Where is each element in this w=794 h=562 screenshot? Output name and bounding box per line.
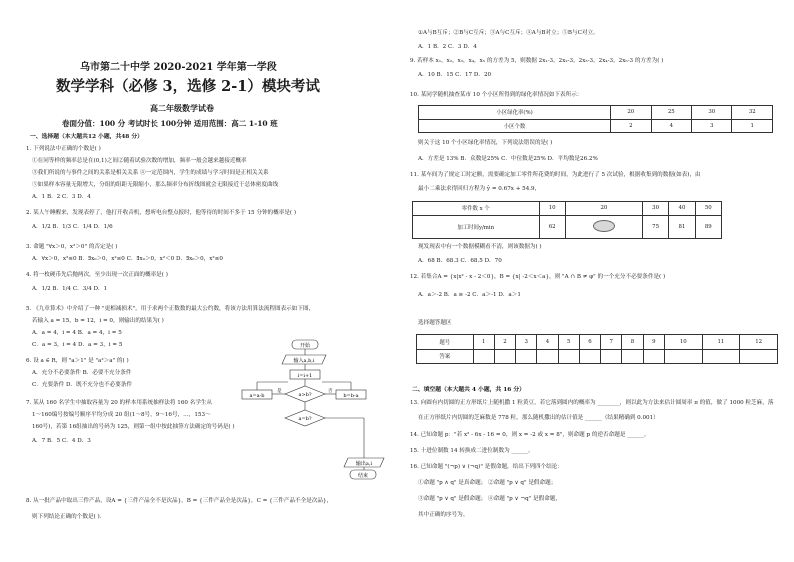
answer-header-cell: 5 (558, 335, 579, 350)
flow-assign-2: b=b-a (343, 393, 359, 399)
table-cell: 20 (611, 106, 651, 120)
left-line: A．1/2 B．1/3 C．1/4 D．1/6 (32, 224, 113, 230)
right-line: A．10 B．15 C．17 D．20 (418, 72, 492, 78)
flow-assign-1: a=a-b (249, 393, 265, 399)
left-line: A．1/2 B．1/4 C．3/4 D．1 (32, 286, 108, 292)
table-cell: 89 (695, 215, 721, 238)
right-line: 9. 若样本 x₁，x₂，x₃，x₄，x₅ 的方差为 5，则数据 2x₁-3，2x₂-3，2x₃-3，2x₄-3，2x₅-3 的方差为( ) (410, 58, 664, 64)
answer-input-cell[interactable] (516, 349, 537, 364)
left-line: 2. 某人午睡醒来，发现表停了，他打开收音机，想听电台整点报时，他等待的时间不多于 15 分钟的概率是( ) (26, 210, 297, 216)
left-line: 160号)，若第 16组抽出的号码为 125，则第一组中按此抽签方法确定的号码是( ) (32, 424, 235, 430)
fill-line: ③命题 "p ∨ q" 是假命题； ④命题 "p ∨ ¬q" 是假命题， (418, 496, 561, 502)
answer-label-cell: 答案 (417, 349, 474, 364)
fill-line: 其中正确的序号为。 (418, 512, 469, 518)
left-line: C．a = 3，i = 4 D．a = 3，i = 5 (32, 342, 123, 348)
fill-line: ①命题 "p ∧ q" 是真命题； ②命题 "p ∨ q" 是假命题； (418, 480, 557, 486)
table-cell: 30 (642, 202, 668, 216)
greening-rate-table (418, 105, 773, 133)
answer-header-cell: 2 (494, 335, 515, 350)
flow-no: 否 (328, 389, 333, 394)
flow-output: 输出a,i (355, 461, 373, 467)
answer-header-cell: 11 (702, 335, 740, 350)
table-cell (565, 215, 642, 238)
left-line: 若输入 a = 15，b = 12，i = 0，则输出的结果为( ) (32, 318, 164, 324)
answer-input-cell[interactable] (537, 349, 558, 364)
right-line: 10. 某同学随机抽查某市 10 个小区所得到的绿化率情况如下表所示： (410, 92, 583, 98)
table-cell: 小区个数 (419, 119, 611, 133)
flow-step: i=i+1 (297, 373, 313, 379)
answer-input-cell[interactable] (558, 349, 579, 364)
fill-line: 在正方形纸片内切圆的芝麻数是 778 粒，那么随机撒出的估计值是 ______（结果精确到 0.001） (418, 415, 659, 421)
table-cell: 81 (669, 215, 695, 238)
answer-input-cell[interactable] (740, 349, 778, 364)
answer-input-cell[interactable] (494, 349, 515, 364)
flow-yes: 是 (277, 389, 282, 394)
table-cell: 零件数 x 个 (413, 202, 540, 216)
table-cell: 3 (692, 119, 732, 133)
answer-header-cell: 12 (740, 335, 778, 350)
parts-time-table (412, 201, 722, 239)
answer-header-cell: 6 (579, 335, 600, 350)
right-line: 则关于这 10 个小区绿化率情况，下列说法错误的是( ) (418, 140, 553, 146)
right-line: A．a＞-2 B．a ≥ -2 C．a＞-1 D．a＞1 (418, 292, 521, 298)
table-cell: 4 (651, 119, 691, 133)
left-line: ⑤如果样本容量无限增大，分组的组距无限缩小，那么频率分布折线图就会无限接近于总体密度曲线 (32, 182, 279, 188)
table-cell: 32 (732, 106, 773, 120)
exam-meta: 卷面分值：100 分 考试时长 100分钟 适用范围：高二 1-10 班 (62, 119, 278, 128)
answer-input-cell[interactable] (664, 349, 702, 364)
answer-input-cell[interactable] (622, 349, 643, 364)
flow-cond-2: a=b? (298, 416, 312, 422)
answer-header-cell: 3 (516, 335, 537, 350)
table-cell: 加工时间y/min (413, 215, 540, 238)
answer-header-cell: 1 (473, 335, 494, 350)
answer-header-cell: 7 (601, 335, 622, 350)
table-cell: 40 (669, 202, 695, 216)
table-row (419, 119, 773, 133)
right-line: A．1 B．2 C．3 D．4 (418, 44, 477, 50)
left-line: 7. 某从 160 名学生中抽取容量为 20 的样本用系统抽样法将 160 名学生从 (26, 400, 213, 406)
fill-line: 16. 已知命题 "(¬p) ∨ (¬q)" 是假命题，给出下列四个结论： (410, 464, 563, 470)
left-line: 4. 将一枚硬币先后抛两次，至少出现一次正面的概率是( ) (26, 272, 168, 278)
left-line: 1～160编号按编号顺序平均分成 20 组(1～8号，9～16号，…，153～ (32, 412, 211, 418)
table-cell: 2 (611, 119, 651, 133)
table-cell: 75 (642, 215, 668, 238)
table-cell: 30 (692, 106, 732, 120)
answer-input-cell[interactable] (601, 349, 622, 364)
table-cell: 1 (732, 119, 773, 133)
left-line: 1. 下列说法中正确的个数是( ) (26, 146, 101, 152)
answer-input-cell[interactable] (702, 349, 740, 364)
left-line: A．a = 4，i = 4 B．a = 4，i = 5 (32, 330, 122, 336)
table-cell: 小区绿化率(%) (419, 106, 611, 120)
answer-header-cell: 题号 (417, 335, 474, 350)
blurred-value (593, 220, 615, 232)
answer-box-title: 选择题答题区 (418, 320, 452, 326)
right-line: 11. 某车间为了规定工时定额，需要确定加工零件所花费的时间，为此进行了 5 次试验，根据收集到的数据(如表)，由 (410, 172, 701, 178)
table-cell: 50 (695, 202, 721, 216)
section-1-title: 一、选择题（本大题共12 小题，共48 分） (30, 134, 143, 140)
table-cell: 62 (539, 215, 565, 238)
paper-title: 高二年级数学试卷 (150, 103, 214, 113)
section-2-title: 二、填空题（本大题共 4 小题，共 16 分） (412, 387, 525, 393)
left-line: 6. 设 a ∈ R，则 "a＞1" 是 "a²＞a" 的( ) (26, 358, 129, 364)
answer-grid (416, 334, 778, 364)
answer-input-cell[interactable] (473, 349, 494, 364)
flow-input: 输入a,b,i (293, 358, 315, 364)
exam-title: 数学学科（必修 3，选修 2-1）模块考试 (56, 78, 320, 95)
right-line: ①A与B互斥；②B与C互斥；③A与C互斥；④A与B对立；⑤B与C对立。 (418, 30, 599, 36)
table-cell: 25 (651, 106, 691, 120)
right-line: A．68 B．68.3 C．68.5 D．70 (418, 258, 502, 264)
answer-header-cell: 9 (643, 335, 664, 350)
table-row (413, 202, 722, 216)
fill-line: 15. 十进位制数 14 转换成二进位制数为 ______。 (410, 448, 534, 454)
left-line: 则下列结论正确的个数是( ). (32, 514, 102, 520)
flowchart (240, 338, 390, 480)
left-line: C．充要条件 D．既不充分也不必要条件 (32, 382, 133, 388)
left-line: 3. 命题 "∀x＞0，x²＞0" 的否定是( ) (26, 244, 118, 250)
right-line: 12. 若集合A = {x|x² - x - 2＜0}，B = {x| -2＜x＜a}，则 "A ∩ B ≠ φ" 的一个充分不必要条件是( ) (410, 274, 666, 280)
left-line: A．充分不必要条件 B．必要不充分条件 (32, 370, 132, 376)
left-line: A．∀x＞0，x²≤0 B．∃x₀＞0，x²≤0 C．∃x₀＞0，x²＜0 D．∃x₀＞0，x²≤0 (32, 256, 223, 262)
flow-start: 开始 (299, 343, 311, 349)
left-line: 8. 从一批产品中取出三件产品，设A = {三件产品全不是次品}，B = {三件产品全是次品}，C = {三件产品不全是次品}， (26, 498, 333, 504)
right-line: A．方差是 13% B．众数是25% C．中位数是25% D．平均数是26.2% (418, 156, 598, 162)
right-line: 最小二乘法求得回归方程为 ŷ = 0.67x + 54.9， (418, 186, 541, 192)
fill-line: 14. 已知命题 p："若 x² - 6x - 16 = 0，则 x = -2 或 x = 8"，则命题 p 的逆否命题是 ______。 (410, 432, 650, 438)
answer-header-cell: 8 (622, 335, 643, 350)
answer-header-cell: 10 (664, 335, 702, 350)
table-row (419, 106, 773, 120)
left-line: A．7 B．5 C．4 D．3 (32, 438, 91, 444)
left-line: ①在同等样的频率总是在(0,1)之间②随着试验次数的增加，频率一般会越来越接近概率 (32, 158, 247, 164)
flow-end: 结束 (357, 473, 369, 479)
right-line: 现发现表中有一个数据模糊看不清，则该数据为( ) (418, 244, 542, 250)
table-cell: 20 (565, 202, 642, 216)
school-title: 乌市第二十中学 2020-2021 学年第一学段 (80, 62, 277, 73)
answer-header-cell: 4 (537, 335, 558, 350)
left-line: ③我们所说的与事件之间的关系是相关关系 ④一定范围内，学生的成绩与学习时间是正相关关系 (32, 170, 269, 176)
left-line: A．1 B．2 C．3 D．4 (32, 194, 91, 200)
table-cell: 10 (539, 202, 565, 216)
answer-input-cell[interactable] (579, 349, 600, 364)
fill-line: 13. 向圆有内切圆的正方形纸片上随机撒 1 粒黄豆，若它落到圆内的概率为 ________，则以此为方法来估计圆周率 π 的值，做了 1000 粒芝麻，落 (410, 400, 774, 406)
table-row (413, 215, 722, 238)
flow-cond-1: a>b? (298, 392, 312, 398)
answer-input-cell[interactable] (643, 349, 664, 364)
left-line: 5. 《九章算术》中介绍了一种 "更相减损术"，用于求两个正数数的最大公约数，将该方法用算法流程图表示如下图， (26, 306, 315, 312)
